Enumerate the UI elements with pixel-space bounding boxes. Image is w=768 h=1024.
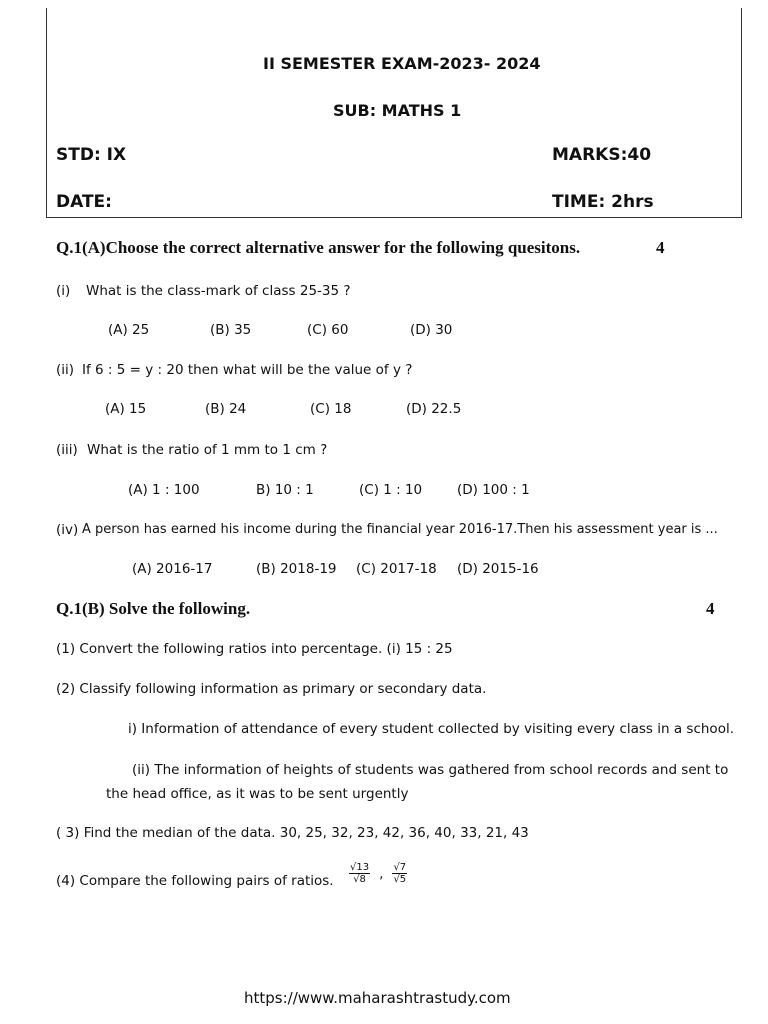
q1b-item-3: ( 3) Find the median of the data. 30, 25, 32, 23, 42, 36, 40, 33, 21, 43 xyxy=(56,825,529,841)
q1a-ii-number: (ii) xyxy=(56,362,75,378)
q1a-iv-option-a: (A) 2016-17 xyxy=(132,561,213,577)
q1a-iv-option-d: (D) 2015-16 xyxy=(457,561,539,577)
ratio-2-denominator: √5 xyxy=(393,874,407,885)
q1a-iv-option-c: (C) 2017-18 xyxy=(356,561,437,577)
footer-url[interactable]: https://www.maharashtrastudy.com xyxy=(244,989,511,1007)
ratio-fraction-1 xyxy=(349,862,370,885)
q1a-ii-text: If 6 : 5 = y : 20 then what will be the value of y ? xyxy=(82,362,413,378)
time-label: TIME: 2hrs xyxy=(552,192,654,212)
q1a-i-option-d: (D) 30 xyxy=(410,322,453,338)
std-label: STD: IX xyxy=(56,145,127,165)
marks-label: MARKS:40 xyxy=(552,145,652,165)
q1b-marks: 4 xyxy=(706,599,715,618)
q1b-item-2-ii-line1: (ii) The information of heights of students was gathered from school records and sent to xyxy=(132,762,729,778)
q1a-iv-option-b: (B) 2018-19 xyxy=(256,561,337,577)
q1b-item-4: (4) Compare the following pairs of ratios. xyxy=(56,873,334,889)
exam-title: II SEMESTER EXAM-2023- 2024 xyxy=(263,54,541,73)
subject-label: SUB: MATHS 1 xyxy=(333,101,462,120)
q1a-i-text: What is the class-mark of class 25-35 ? xyxy=(86,283,351,299)
q1a-iii-option-a: (A) 1 : 100 xyxy=(128,482,200,498)
q1a-ii-option-b: (B) 24 xyxy=(205,401,247,417)
q1b-item-2-ii-line2: the head office, as it was to be sent urgently xyxy=(106,786,409,802)
ratio-1-denominator: √8 xyxy=(353,874,366,885)
q1a-iii-option-d: (D) 100 : 1 xyxy=(457,482,530,498)
q1b-heading: Q.1(B) Solve the following. xyxy=(56,599,251,618)
q1a-i-option-a: (A) 25 xyxy=(108,322,150,338)
ratio-1-numerator: √13 xyxy=(350,862,370,873)
ratio-fraction-2 xyxy=(392,862,407,885)
q1a-ii-option-c: (C) 18 xyxy=(310,401,352,417)
q1b-item-2-i: i) Information of attendance of every student collected by visiting every class in a school. xyxy=(128,721,734,737)
q1b-item-4-ratios xyxy=(349,862,407,885)
q1a-ii-option-a: (A) 15 xyxy=(105,401,147,417)
q1a-iii-option-c: (C) 1 : 10 xyxy=(359,482,423,498)
q1b-item-2: (2) Classify following information as primary or secondary data. xyxy=(56,681,487,697)
q1a-i-number: (i) xyxy=(56,283,71,299)
q1b-item-1: (1) Convert the following ratios into percentage. (i) 15 : 25 xyxy=(56,641,453,657)
ratio-2-numerator: √7 xyxy=(393,862,407,873)
ratio-separator: , xyxy=(379,867,384,882)
q1a-heading: Q.1(A)Choose the correct alternative answer for the following quesitons. xyxy=(56,238,581,257)
q1a-ii-option-d: (D) 22.5 xyxy=(406,401,462,417)
date-label: DATE: xyxy=(56,192,112,212)
q1a-iv-number: (iv) xyxy=(56,522,79,538)
q1a-marks: 4 xyxy=(656,238,665,257)
q1a-iii-number: (iii) xyxy=(56,442,78,458)
q1a-iii-option-b: B) 10 : 1 xyxy=(256,482,314,498)
q1a-i-option-c: (C) 60 xyxy=(307,322,349,338)
q1a-i-option-b: (B) 35 xyxy=(210,322,252,338)
q1a-iv-text: A person has earned his income during the financial year 2016-17.Then his assessment year is ... xyxy=(82,522,718,537)
q1a-iii-text: What is the ratio of 1 mm to 1 cm ? xyxy=(87,442,328,458)
